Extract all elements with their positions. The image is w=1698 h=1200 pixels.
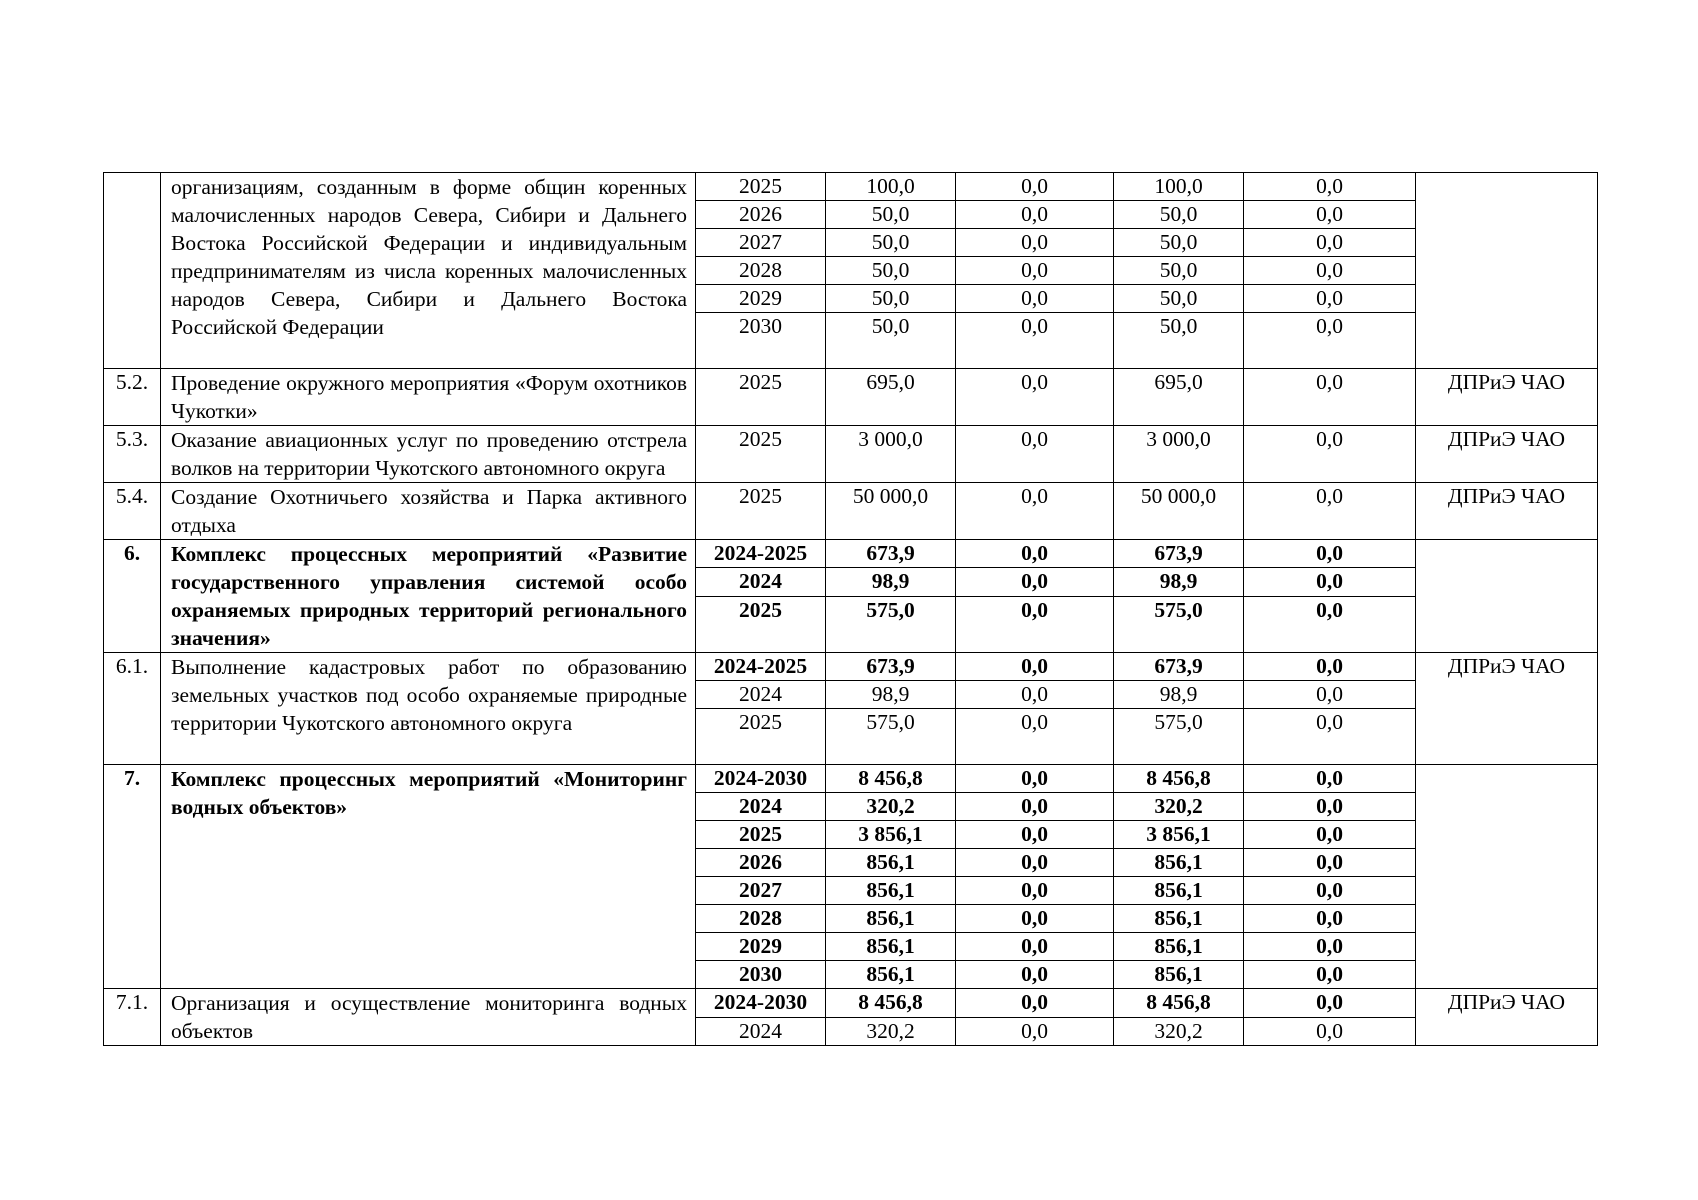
other-sources-cell: 0,0 bbox=[1244, 765, 1416, 793]
total-cell: 3 000,0 bbox=[826, 426, 956, 483]
table-row bbox=[104, 483, 1598, 540]
item-description: Выполнение кадастровых работ по образованию земельных участков под особо охраняемые природные территории Чукотского автономного округа bbox=[161, 653, 696, 765]
federal-budget-cell: 0,0 bbox=[956, 596, 1114, 653]
budget-table bbox=[103, 172, 1598, 1046]
other-sources-cell: 0,0 bbox=[1244, 229, 1416, 257]
total-cell: 673,9 bbox=[826, 540, 956, 568]
federal-budget-cell: 0,0 bbox=[956, 257, 1114, 285]
total-cell: 320,2 bbox=[826, 1017, 956, 1046]
regional-budget-cell: 50,0 bbox=[1114, 285, 1244, 313]
responsible-cell bbox=[1416, 540, 1598, 653]
item-description: Комплекс процессных мероприятий «Развитие государственного управления системой особо охраняемых природных территорий регионального значения» bbox=[161, 540, 696, 653]
year-cell: 2029 bbox=[696, 285, 826, 313]
item-number: 6. bbox=[104, 540, 161, 653]
responsible-cell: ДПРиЭ ЧАО bbox=[1416, 653, 1598, 765]
item-number: 6.1. bbox=[104, 653, 161, 765]
other-sources-cell: 0,0 bbox=[1244, 961, 1416, 989]
regional-budget-cell: 856,1 bbox=[1114, 961, 1244, 989]
item-description: Комплекс процессных мероприятий «Мониторинг водных объектов» bbox=[161, 765, 696, 989]
federal-budget-cell: 0,0 bbox=[956, 229, 1114, 257]
item-number: 5.4. bbox=[104, 483, 161, 540]
regional-budget-cell: 575,0 bbox=[1114, 709, 1244, 765]
responsible-cell: ДПРиЭ ЧАО bbox=[1416, 369, 1598, 426]
item-number: 5.2. bbox=[104, 369, 161, 426]
regional-budget-cell: 856,1 bbox=[1114, 849, 1244, 877]
total-cell: 8 456,8 bbox=[826, 765, 956, 793]
federal-budget-cell: 0,0 bbox=[956, 483, 1114, 540]
federal-budget-cell: 0,0 bbox=[956, 653, 1114, 681]
regional-budget-cell: 856,1 bbox=[1114, 877, 1244, 905]
regional-budget-cell: 50,0 bbox=[1114, 201, 1244, 229]
other-sources-cell: 0,0 bbox=[1244, 540, 1416, 568]
other-sources-cell: 0,0 bbox=[1244, 313, 1416, 369]
year-cell: 2030 bbox=[696, 313, 826, 369]
total-cell: 575,0 bbox=[826, 709, 956, 765]
other-sources-cell: 0,0 bbox=[1244, 257, 1416, 285]
year-cell: 2026 bbox=[696, 849, 826, 877]
federal-budget-cell: 0,0 bbox=[956, 989, 1114, 1018]
regional-budget-cell: 98,9 bbox=[1114, 681, 1244, 709]
federal-budget-cell: 0,0 bbox=[956, 173, 1114, 201]
responsible-cell: ДПРиЭ ЧАО bbox=[1416, 989, 1598, 1046]
federal-budget-cell: 0,0 bbox=[956, 369, 1114, 426]
other-sources-cell: 0,0 bbox=[1244, 709, 1416, 765]
federal-budget-cell: 0,0 bbox=[956, 426, 1114, 483]
year-cell: 2025 bbox=[696, 821, 826, 849]
responsible-cell: ДПРиЭ ЧАО bbox=[1416, 483, 1598, 540]
federal-budget-cell: 0,0 bbox=[956, 961, 1114, 989]
other-sources-cell: 0,0 bbox=[1244, 849, 1416, 877]
year-cell: 2025 bbox=[696, 596, 826, 653]
total-cell: 695,0 bbox=[826, 369, 956, 426]
other-sources-cell: 0,0 bbox=[1244, 877, 1416, 905]
total-cell: 98,9 bbox=[826, 568, 956, 596]
regional-budget-cell: 50,0 bbox=[1114, 229, 1244, 257]
other-sources-cell: 0,0 bbox=[1244, 1017, 1416, 1046]
year-cell: 2030 bbox=[696, 961, 826, 989]
table-row bbox=[104, 540, 1598, 568]
table-row bbox=[104, 765, 1598, 793]
federal-budget-cell: 0,0 bbox=[956, 681, 1114, 709]
total-cell: 50,0 bbox=[826, 229, 956, 257]
item-description: Проведение окружного мероприятия «Форум охотников Чукотки» bbox=[161, 369, 696, 426]
other-sources-cell: 0,0 bbox=[1244, 483, 1416, 540]
total-cell: 100,0 bbox=[826, 173, 956, 201]
total-cell: 50,0 bbox=[826, 313, 956, 369]
regional-budget-cell: 8 456,8 bbox=[1114, 989, 1244, 1018]
federal-budget-cell: 0,0 bbox=[956, 201, 1114, 229]
regional-budget-cell: 8 456,8 bbox=[1114, 765, 1244, 793]
total-cell: 50,0 bbox=[826, 201, 956, 229]
regional-budget-cell: 50 000,0 bbox=[1114, 483, 1244, 540]
responsible-cell bbox=[1416, 765, 1598, 989]
regional-budget-cell: 50,0 bbox=[1114, 313, 1244, 369]
year-cell: 2025 bbox=[696, 369, 826, 426]
year-cell: 2025 bbox=[696, 173, 826, 201]
federal-budget-cell: 0,0 bbox=[956, 285, 1114, 313]
year-cell: 2024 bbox=[696, 681, 826, 709]
other-sources-cell: 0,0 bbox=[1244, 933, 1416, 961]
total-cell: 856,1 bbox=[826, 877, 956, 905]
year-cell: 2025 bbox=[696, 426, 826, 483]
year-cell: 2024 bbox=[696, 1017, 826, 1046]
regional-budget-cell: 673,9 bbox=[1114, 653, 1244, 681]
table-row bbox=[104, 173, 1598, 201]
regional-budget-cell: 856,1 bbox=[1114, 905, 1244, 933]
table-row bbox=[104, 989, 1598, 1018]
item-number: 5.3. bbox=[104, 426, 161, 483]
year-cell: 2028 bbox=[696, 905, 826, 933]
other-sources-cell: 0,0 bbox=[1244, 285, 1416, 313]
federal-budget-cell: 0,0 bbox=[956, 1017, 1114, 1046]
total-cell: 575,0 bbox=[826, 596, 956, 653]
total-cell: 856,1 bbox=[826, 849, 956, 877]
federal-budget-cell: 0,0 bbox=[956, 765, 1114, 793]
item-number: 7.1. bbox=[104, 989, 161, 1046]
year-cell: 2025 bbox=[696, 709, 826, 765]
item-description: Создание Охотничьего хозяйства и Парка активного отдыха bbox=[161, 483, 696, 540]
federal-budget-cell: 0,0 bbox=[956, 313, 1114, 369]
responsible-cell bbox=[1416, 173, 1598, 369]
regional-budget-cell: 50,0 bbox=[1114, 257, 1244, 285]
total-cell: 673,9 bbox=[826, 653, 956, 681]
federal-budget-cell: 0,0 bbox=[956, 905, 1114, 933]
responsible-cell: ДПРиЭ ЧАО bbox=[1416, 426, 1598, 483]
year-cell: 2024 bbox=[696, 568, 826, 596]
other-sources-cell: 0,0 bbox=[1244, 681, 1416, 709]
federal-budget-cell: 0,0 bbox=[956, 709, 1114, 765]
other-sources-cell: 0,0 bbox=[1244, 596, 1416, 653]
other-sources-cell: 0,0 bbox=[1244, 201, 1416, 229]
federal-budget-cell: 0,0 bbox=[956, 568, 1114, 596]
other-sources-cell: 0,0 bbox=[1244, 173, 1416, 201]
regional-budget-cell: 856,1 bbox=[1114, 933, 1244, 961]
year-cell: 2024 bbox=[696, 793, 826, 821]
regional-budget-cell: 320,2 bbox=[1114, 1017, 1244, 1046]
other-sources-cell: 0,0 bbox=[1244, 821, 1416, 849]
year-cell: 2027 bbox=[696, 877, 826, 905]
year-cell: 2024-2030 bbox=[696, 989, 826, 1018]
year-cell: 2024-2025 bbox=[696, 540, 826, 568]
total-cell: 50 000,0 bbox=[826, 483, 956, 540]
total-cell: 50,0 bbox=[826, 257, 956, 285]
year-cell: 2027 bbox=[696, 229, 826, 257]
regional-budget-cell: 673,9 bbox=[1114, 540, 1244, 568]
regional-budget-cell: 695,0 bbox=[1114, 369, 1244, 426]
total-cell: 50,0 bbox=[826, 285, 956, 313]
federal-budget-cell: 0,0 bbox=[956, 540, 1114, 568]
regional-budget-cell: 575,0 bbox=[1114, 596, 1244, 653]
regional-budget-cell: 3 856,1 bbox=[1114, 821, 1244, 849]
table-row bbox=[104, 426, 1598, 483]
federal-budget-cell: 0,0 bbox=[956, 849, 1114, 877]
item-description: организациям, созданным в форме общин коренных малочисленных народов Севера, Сибири и Дальнего Востока Российской Федерации и индивидуальным предпринимателям из числа коренных малочисленных народов Севера, Сибири и Дальнего Востока Российской Федерации bbox=[161, 173, 696, 369]
regional-budget-cell: 100,0 bbox=[1114, 173, 1244, 201]
other-sources-cell: 0,0 bbox=[1244, 568, 1416, 596]
other-sources-cell: 0,0 bbox=[1244, 653, 1416, 681]
regional-budget-cell: 3 000,0 bbox=[1114, 426, 1244, 483]
other-sources-cell: 0,0 bbox=[1244, 793, 1416, 821]
regional-budget-cell: 98,9 bbox=[1114, 568, 1244, 596]
total-cell: 320,2 bbox=[826, 793, 956, 821]
other-sources-cell: 0,0 bbox=[1244, 905, 1416, 933]
item-description: Организация и осуществление мониторинга водных объектов bbox=[161, 989, 696, 1046]
total-cell: 3 856,1 bbox=[826, 821, 956, 849]
year-cell: 2028 bbox=[696, 257, 826, 285]
total-cell: 856,1 bbox=[826, 933, 956, 961]
federal-budget-cell: 0,0 bbox=[956, 793, 1114, 821]
year-cell: 2024-2030 bbox=[696, 765, 826, 793]
total-cell: 8 456,8 bbox=[826, 989, 956, 1018]
year-cell: 2029 bbox=[696, 933, 826, 961]
year-cell: 2025 bbox=[696, 483, 826, 540]
table-row bbox=[104, 653, 1598, 681]
other-sources-cell: 0,0 bbox=[1244, 426, 1416, 483]
federal-budget-cell: 0,0 bbox=[956, 933, 1114, 961]
federal-budget-cell: 0,0 bbox=[956, 877, 1114, 905]
other-sources-cell: 0,0 bbox=[1244, 369, 1416, 426]
year-cell: 2026 bbox=[696, 201, 826, 229]
total-cell: 856,1 bbox=[826, 961, 956, 989]
item-description: Оказание авиационных услуг по проведению отстрела волков на территории Чукотского автономного округа bbox=[161, 426, 696, 483]
table-row bbox=[104, 369, 1598, 426]
item-number: 7. bbox=[104, 765, 161, 989]
other-sources-cell: 0,0 bbox=[1244, 989, 1416, 1018]
total-cell: 98,9 bbox=[826, 681, 956, 709]
total-cell: 856,1 bbox=[826, 905, 956, 933]
year-cell: 2024-2025 bbox=[696, 653, 826, 681]
federal-budget-cell: 0,0 bbox=[956, 821, 1114, 849]
regional-budget-cell: 320,2 bbox=[1114, 793, 1244, 821]
item-number bbox=[104, 173, 161, 369]
